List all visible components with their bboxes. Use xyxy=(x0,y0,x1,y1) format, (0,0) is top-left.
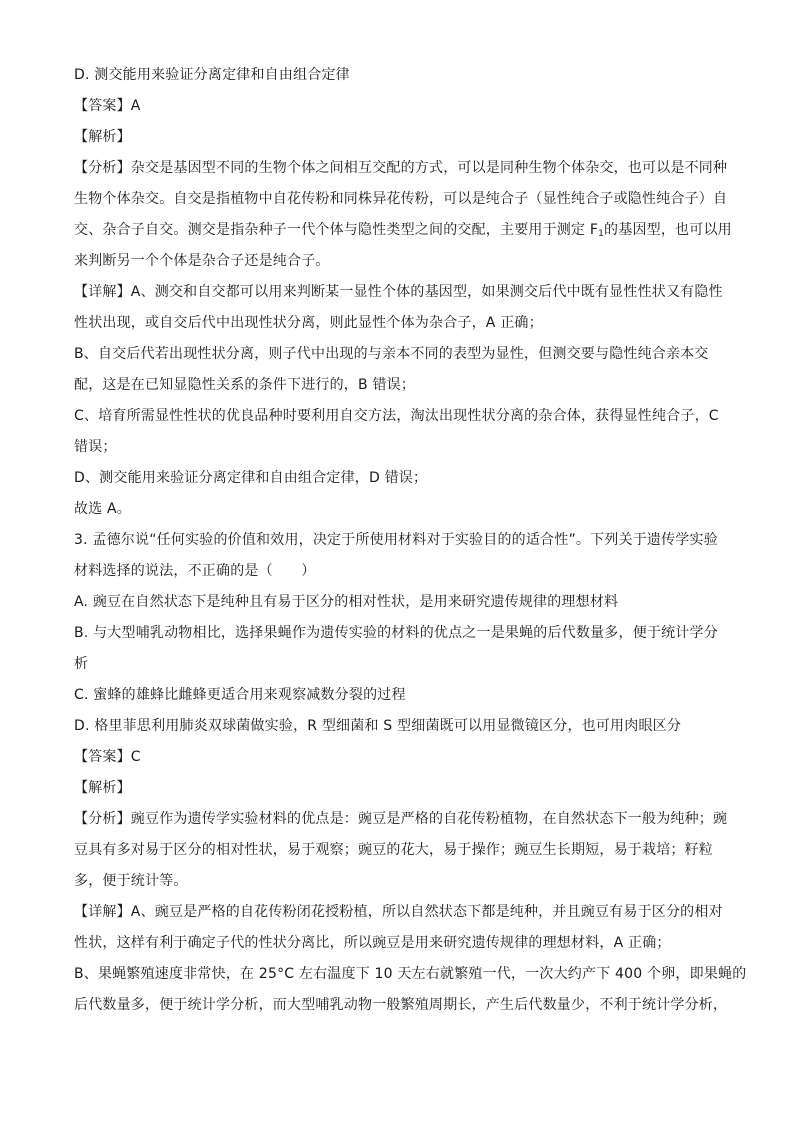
q2-xiangjie-line: 错误； xyxy=(74,439,117,455)
q2-fenxi-line: 生物个体杂交。自交是指植物中自花传粉和同株异花传粉，可以是纯合子（显性纯合子或隐性纯合子）自 xyxy=(74,191,728,207)
q2-fenxi-line: 【分析】杂交是基因型不同的生物个体之间相互交配的方式，可以是同种生物个体杂交，也可以是不同种 xyxy=(74,160,728,176)
q2-fenxi-line xyxy=(74,217,732,243)
q2-analysis-label: 【解析】 xyxy=(74,129,131,145)
q3-option-d: D. 格里菲思利用肺炎双球菌做实验，R 型细菌和 S 型细菌既可以用显微镜区分，也可用肉眼区分 xyxy=(74,718,682,734)
q2-answer: 【答案】A xyxy=(74,98,141,114)
q2-xiangjie-line: 性状出现，或自交后代中出现性状分离，则此显性个体为杂合子，A 正确； xyxy=(74,315,543,331)
q3-xiangjie-line: 性状，这样有利于确定子代的性状分离比，所以豌豆是用来研究遗传规律的理想材料，A 正确； xyxy=(74,935,671,951)
q3-fenxi-line: 【分析】豌豆作为遗传学实验材料的优点是：豌豆是严格的自花传粉植物，在自然状态下一般为纯种；豌 xyxy=(74,811,728,827)
q3-option-b: B. 与大型哺乳动物相比，选择果蝇作为遗传实验的材料的优点之一是果蝇的后代数量多，便于统计学分 xyxy=(74,625,718,641)
q2-xiangjie-line: 【详解】A、测交和自交都可以用来判断某一显性个体的基因型，如果测交后代中既有显性性状又有隐性 xyxy=(74,284,723,300)
q3-analysis-label: 【解析】 xyxy=(74,780,131,796)
q2-xiangjie-line: C、培育所需显性性状的优良品种时要利用自交方法，淘汰出现性状分离的杂合体，获得显性纯合子，C xyxy=(74,408,719,424)
q2-conclusion: 故选 A。 xyxy=(74,501,132,517)
q2-fenxi-line: 来判断另一个个体是杂合子还是纯合子。 xyxy=(74,253,330,269)
q3-xiangjie-line: 后代数量多，便于统计学分析，而大型哺乳动物一般繁殖周期长，产生后代数量少，不利于统计学分析， xyxy=(74,997,728,1013)
q3-option-c: C. 蜜蜂的雄蜂比雌蜂更适合用来观察减数分裂的过程 xyxy=(74,687,406,703)
subscript-1: 1 xyxy=(598,229,605,239)
q3-fenxi-line: 豆具有多对易于区分的相对性状，易于观察；豌豆的花大，易于操作；豌豆生长期短，易于栽培；籽粒 xyxy=(74,842,713,858)
q2-xiangjie-line: 配，这是在已知显隐性关系的条件下进行的，B 错误； xyxy=(74,377,416,393)
q2-fenxi-line3-after: 的基因型，也可以用 xyxy=(604,222,732,238)
q3-stem-line: 材料选择的说法，不正确的是（ ） xyxy=(74,563,316,579)
page-content xyxy=(74,62,747,1018)
q3-answer: 【答案】C xyxy=(74,749,141,765)
q3-option-a: A. 豌豆在自然状态下是纯种且有易于区分的相对性状，是用来研究遗传规律的理想材料 xyxy=(74,594,619,610)
q2-xiangjie-line: D、测交能用来验证分离定律和自由组合定律，D 错误； xyxy=(74,470,428,486)
q3-fenxi-line: 多，便于统计等。 xyxy=(74,873,188,889)
q2-option-d: D. 测交能用来验证分离定律和自由组合定律 xyxy=(74,67,350,83)
q2-fenxi-line3-before: 交、杂合子自交。测交是指杂种子一代个体与隐性类型之间的交配，主要用于测定 F xyxy=(74,222,599,238)
q3-xiangjie-line: 【详解】A、豌豆是严格的自花传粉闭花授粉植，所以自然状态下都是纯种，并且豌豆有易于区分的相对 xyxy=(74,904,723,920)
q3-option-b-cont: 析 xyxy=(74,656,89,672)
q2-xiangjie-line: B、自交后代若出现性状分离，则子代中出现的与亲本不同的表型为显性，但测交要与隐性纯合亲本交 xyxy=(74,346,709,362)
q3-xiangjie-line: B、果蝇繁殖速度非常快，在 25°C 左右温度下 10 天左右就繁殖一代，一次大约产下 400 个卵，即果蝇的 xyxy=(74,966,747,982)
q3-stem-line: 3. 孟德尔说“任何实验的价值和效用，决定于所使用材料对于实验目的的适合性”。下列关于遗传学实验 xyxy=(74,532,718,548)
